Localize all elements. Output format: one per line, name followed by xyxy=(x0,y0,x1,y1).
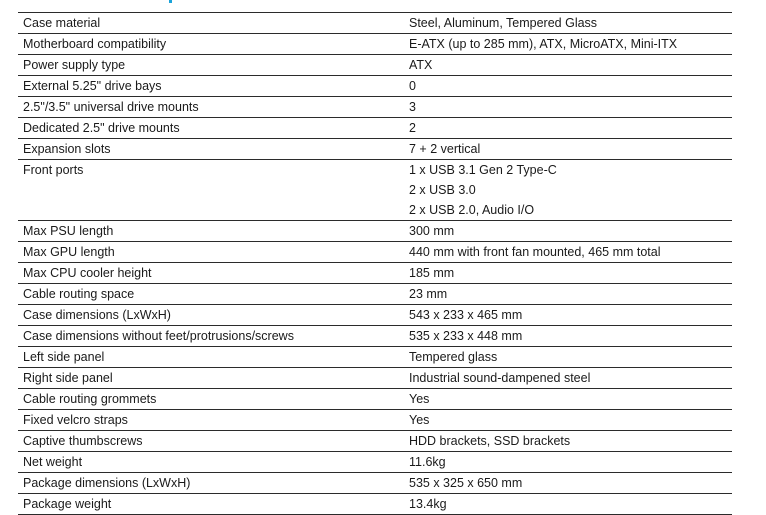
spec-label: External 5.25" drive bays xyxy=(23,79,162,93)
table-row xyxy=(18,97,732,118)
spec-label: Cable routing grommets xyxy=(23,392,157,406)
table-row xyxy=(18,410,732,431)
table-row xyxy=(18,431,732,452)
spec-value: ATX xyxy=(409,58,433,72)
spec-label: Left side panel xyxy=(23,350,105,364)
spec-value: 13.4kg xyxy=(409,497,447,511)
spec-label: Max CPU cooler height xyxy=(23,266,152,280)
spec-value: 300 mm xyxy=(409,224,455,238)
spec-label: Max PSU length xyxy=(23,224,114,238)
table-row xyxy=(18,139,732,160)
table-row xyxy=(18,389,732,410)
spec-label: Package weight xyxy=(23,497,112,511)
spec-label: Captive thumbscrews xyxy=(23,434,143,448)
spec-value-list xyxy=(404,160,732,221)
spec-label: Front ports xyxy=(23,163,84,177)
spec-value: 1 x USB 3.1 Gen 2 Type-C xyxy=(409,163,557,177)
spec-label: Net weight xyxy=(23,455,83,469)
table-row xyxy=(18,473,732,494)
spec-value: 440 mm with front fan mounted, 465 mm total xyxy=(409,245,661,259)
table-row xyxy=(18,494,732,515)
spec-value: 543 x 233 x 465 mm xyxy=(409,308,523,322)
table-row xyxy=(18,160,732,221)
spec-value: 3 xyxy=(409,100,416,114)
spec-value: 11.6kg xyxy=(409,455,446,469)
table-row xyxy=(18,284,732,305)
spec-value: Steel, Aluminum, Tempered Glass xyxy=(409,16,598,30)
spec-label: Fixed velcro straps xyxy=(23,413,128,427)
spec-value: Yes xyxy=(409,392,430,406)
spec-value: 185 mm xyxy=(409,266,455,280)
spec-label: Right side panel xyxy=(23,371,113,385)
spec-value: E-ATX (up to 285 mm), ATX, MicroATX, Mini-ITX xyxy=(409,37,678,51)
spec-value: 2 x USB 3.0 xyxy=(409,183,476,197)
table-row xyxy=(18,118,732,139)
spec-value: HDD brackets, SSD brackets xyxy=(409,434,571,448)
table-row xyxy=(18,13,732,34)
specifications-table xyxy=(18,12,732,515)
heading-accent-mark xyxy=(169,0,172,3)
spec-label: Case dimensions without feet/protrusions/screws xyxy=(23,329,294,343)
spec-label: 2.5"/3.5" universal drive mounts xyxy=(23,100,199,114)
table-row xyxy=(18,263,732,284)
spec-value: 535 x 325 x 650 mm xyxy=(409,476,523,490)
spec-label: Max GPU length xyxy=(23,245,115,259)
table-row xyxy=(18,76,732,97)
spec-label: Case dimensions (LxWxH) xyxy=(23,308,171,322)
table-row xyxy=(18,34,732,55)
spec-value: 535 x 233 x 448 mm xyxy=(409,329,523,343)
spec-value: Yes xyxy=(409,413,430,427)
spec-label: Package dimensions (LxWxH) xyxy=(23,476,191,490)
spec-value: 23 mm xyxy=(409,287,448,301)
spec-value: 2 x USB 2.0, Audio I/O xyxy=(409,203,535,217)
table-row xyxy=(18,55,732,76)
spec-value: 2 xyxy=(409,121,416,135)
spec-value: 0 xyxy=(409,79,416,93)
table-row xyxy=(18,242,732,263)
table-row xyxy=(18,305,732,326)
spec-label: Dedicated 2.5" drive mounts xyxy=(23,121,180,135)
spec-label: Power supply type xyxy=(23,58,126,72)
table-row xyxy=(18,368,732,389)
table-row xyxy=(18,452,732,473)
spec-label: Motherboard compatibility xyxy=(23,37,167,51)
spec-value: Tempered glass xyxy=(409,350,498,364)
spec-value: 7 + 2 vertical xyxy=(409,142,481,156)
table-row xyxy=(18,326,732,347)
table-row xyxy=(18,347,732,368)
spec-label: Expansion slots xyxy=(23,142,111,156)
spec-label: Case material xyxy=(23,16,101,30)
spec-label: Cable routing space xyxy=(23,287,135,301)
table-row xyxy=(18,221,732,242)
spec-value: Industrial sound-dampened steel xyxy=(409,371,591,385)
